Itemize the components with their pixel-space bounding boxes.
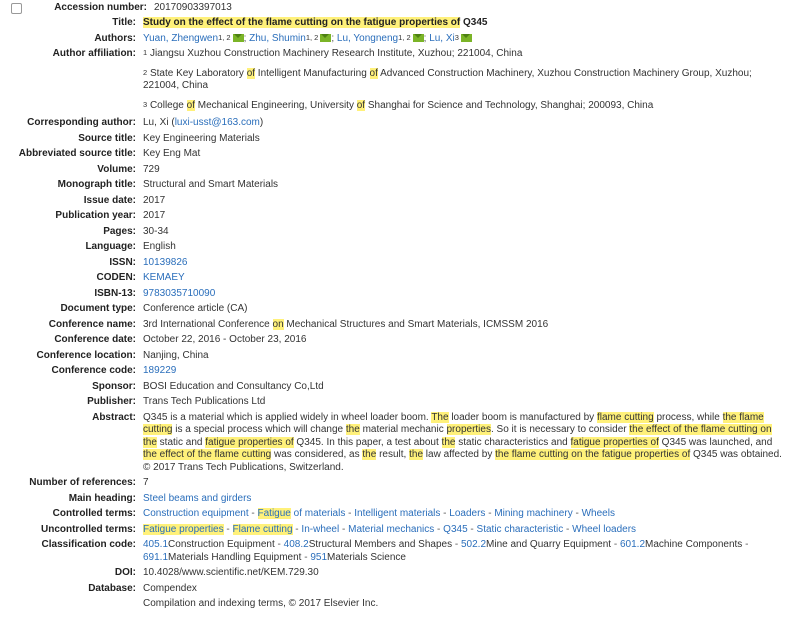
email-icon[interactable]	[461, 34, 472, 42]
doi-value: 10.4028/www.scientific.net/KEM.729.30	[143, 567, 319, 578]
label: Controlled terms:	[52, 508, 136, 519]
label: Conference location:	[36, 349, 136, 361]
label: ISSN:	[109, 256, 136, 268]
classification-name: Machine Components	[645, 539, 743, 550]
term-text: Mining machinery	[494, 508, 573, 519]
code-separator: -	[611, 539, 620, 550]
uncontrolled-term-link[interactable]: Material mechanics	[348, 523, 435, 535]
row-monograph	[0, 178, 793, 194]
row-issn	[0, 255, 793, 271]
row-database	[0, 581, 793, 597]
affiliation-list	[143, 48, 793, 114]
label: Abstract:	[92, 411, 136, 423]
code-separator: -	[301, 551, 311, 563]
abstract-segment: material mechanic	[359, 424, 447, 435]
label: Classification code:	[41, 539, 136, 550]
label: Number of references:	[29, 477, 136, 488]
controlled-term-link[interactable]	[494, 508, 572, 519]
email-icon[interactable]	[233, 34, 244, 42]
abstract-segment: process, while	[653, 411, 723, 423]
author-sup: 1, 2	[398, 32, 411, 42]
label: Pages:	[103, 225, 136, 237]
label: Abbreviated source title:	[18, 148, 136, 159]
term-separator: -	[440, 508, 450, 519]
abstract-segment: loader boom is manufactured by	[448, 411, 597, 423]
copyright-footer: Compilation and indexing terms, © 2017 Elsevier Inc.	[143, 598, 379, 609]
volume-value: 729	[143, 163, 160, 175]
article-title: Study on the effect of the flame cutting on the fatigue properties of Q345	[143, 17, 488, 28]
abstract-segment: the	[409, 449, 424, 460]
row-classification	[0, 538, 793, 566]
abstract-segment: Q345. In this paper, a test about	[293, 436, 442, 448]
publication-year: 2017	[143, 210, 166, 221]
label: Accession number:	[54, 2, 147, 13]
row-language	[0, 240, 793, 256]
label: Document type:	[60, 303, 136, 314]
abstract-segment: the flame cutting	[143, 411, 764, 435]
language-value: English	[143, 241, 176, 252]
controlled-term-link[interactable]	[143, 508, 249, 519]
author-link[interactable]: Zhu, Shumin	[249, 32, 306, 44]
uncontrolled-term-link[interactable]: Fatigue properties	[143, 523, 224, 535]
code-separator: -	[452, 539, 461, 550]
abstract-text	[143, 412, 793, 475]
main-heading-link[interactable]: Steel beams and girders	[143, 492, 252, 504]
conference-code-link[interactable]: 189229	[143, 365, 177, 376]
controlled-terms	[143, 508, 793, 521]
classification-code-link[interactable]: 601.2	[619, 539, 646, 550]
abstract-segment: The	[431, 411, 449, 423]
classification-code-link[interactable]: 408.2	[283, 539, 309, 550]
term-text: materials	[302, 508, 346, 519]
classification-name: Mine and Quarry Equipment	[486, 539, 612, 550]
label: Author affiliation:	[52, 48, 136, 59]
term-text: Loaders	[449, 508, 486, 519]
classification-name: Structural Members and Shapes	[308, 539, 453, 550]
abstract-segment: was considered, as	[271, 449, 363, 460]
abstract-segment: static and	[156, 436, 206, 448]
author-sup: 1, 2	[305, 32, 319, 42]
row-num-refs	[0, 476, 793, 492]
row-abbrev-source	[0, 147, 793, 163]
abbrev-source-title: Key Eng Mat	[143, 148, 201, 159]
label: DOI:	[114, 567, 136, 578]
abstract-segment: the	[345, 424, 360, 435]
abstract-segment: law affected by	[423, 449, 496, 460]
email-link[interactable]: luxi-usst@163.com	[174, 117, 260, 128]
pages-value: 30-34	[143, 225, 169, 237]
term-text: Fatigue	[257, 508, 291, 519]
term-separator: -	[248, 508, 258, 519]
label: Title:	[112, 17, 136, 28]
abstract-segment: the effect of the flame cutting on the	[143, 424, 772, 448]
coden-link[interactable]: KEMAEY	[143, 272, 185, 283]
term-separator: -	[339, 523, 349, 535]
label: Conference code:	[51, 365, 136, 376]
number-of-references: 7	[143, 477, 149, 488]
conference-location: Nanjing, China	[143, 349, 209, 361]
row-isbn	[0, 286, 793, 302]
term-separator: -	[292, 523, 302, 535]
term-separator: -	[485, 508, 495, 519]
term-separator: -	[434, 523, 444, 535]
code-separator: -	[742, 539, 749, 550]
label: Database:	[88, 582, 136, 594]
row-conf-location	[0, 348, 793, 364]
accession-number: 20170903397013	[154, 2, 232, 13]
label: Corresponding author:	[27, 117, 136, 128]
label: ISBN-13:	[94, 287, 136, 299]
row-uncontrolled	[0, 522, 793, 538]
classification-code-link[interactable]: 405.1	[143, 539, 169, 550]
row-doc-type	[0, 302, 793, 318]
row-controlled	[0, 507, 793, 523]
isbn-link[interactable]: 9783035710090	[143, 287, 216, 299]
label: Authors:	[94, 32, 136, 44]
controlled-term-link[interactable]	[582, 508, 615, 519]
row-main-heading	[0, 491, 793, 507]
term-text: Wheels	[581, 508, 615, 519]
row-sponsor	[0, 379, 793, 395]
controlled-term-link[interactable]	[449, 508, 485, 519]
term-text: Construction equipment	[143, 508, 249, 519]
controlled-term-link[interactable]	[258, 508, 346, 519]
source-title: Key Engineering Materials	[143, 132, 260, 144]
row-publisher	[0, 395, 793, 411]
row-doi	[0, 566, 793, 582]
row-conf-date	[0, 333, 793, 349]
abstract-segment: Q345 was launched, and	[658, 436, 773, 448]
classification-name: Materials Science	[327, 551, 406, 563]
author-link[interactable]: Yuan, Zhengwen	[143, 32, 219, 44]
row-pub-year	[0, 209, 793, 225]
row-source-title	[0, 131, 793, 147]
abstract-segment: fatigue properties of	[205, 436, 294, 448]
abstract-segment: is a special process which will change	[172, 424, 346, 435]
conference-name: 3rd International Conference on Mechanical Structures and Smart Materials, ICMSSM 2016	[143, 318, 549, 330]
abstract-segment: result,	[376, 449, 410, 460]
label: Conference date:	[54, 334, 136, 345]
uncontrolled-term-link[interactable]: Q345	[443, 523, 468, 535]
code-separator: -	[274, 539, 284, 550]
classification-codes	[143, 539, 793, 564]
email-icon[interactable]	[320, 34, 331, 42]
term-separator: -	[572, 508, 582, 519]
abstract-segment: the	[441, 436, 456, 448]
row-affiliation	[0, 47, 793, 116]
authors-list: Yuan, Zhengwen$^{1, 2}$ ; Zhu, Shumin$^{1, 2}$ ; Lu, Yongneng$^{1, 2}$ ; Lu, Xi$^3$	[143, 33, 793, 46]
term-separator: -	[223, 523, 233, 535]
abstract-segment: . So it is necessary to consider	[490, 424, 630, 435]
label: Uncontrolled terms:	[40, 523, 136, 535]
classification-code-link[interactable]: 691.1	[143, 551, 169, 563]
classification-code-link[interactable]: 951	[310, 551, 328, 563]
term-text: Intelligent materials	[354, 508, 441, 519]
uncontrolled-term-link[interactable]: Wheel loaders	[572, 523, 637, 535]
author-sup: 1, 2	[218, 32, 231, 42]
label: Issue date:	[83, 194, 136, 206]
abstract-segment: the	[362, 449, 377, 460]
controlled-term-link[interactable]	[354, 508, 440, 519]
term-separator: -	[467, 523, 477, 535]
classification-name: Construction Equipment	[168, 539, 275, 550]
author-link[interactable]: Lu, Yongneng	[336, 32, 399, 44]
uncontrolled-term-link[interactable]: Static characteristic	[476, 523, 564, 535]
author-link[interactable]: Lu, Xi	[429, 32, 455, 44]
row-issue-date	[0, 193, 793, 209]
label: Monograph title:	[57, 179, 136, 190]
term-text: of	[290, 508, 302, 519]
row-footer	[0, 597, 793, 613]
sponsor-value: BOSI Education and Consultancy Co,Ltd	[143, 380, 324, 392]
row-abstract	[0, 410, 793, 476]
abstract-segment: properties	[446, 424, 491, 435]
abstract-segment: flame cutting	[596, 411, 654, 423]
row-conf-name	[0, 317, 793, 333]
conference-date: October 22, 2016 - October 23, 2016	[143, 334, 307, 345]
label: Language:	[85, 241, 136, 252]
abstract-segment: fatigue properties of	[570, 436, 659, 448]
issue-date: 2017	[143, 194, 166, 206]
label: Volume:	[97, 163, 136, 175]
affiliation-item: $^2$ State Key Laboratory of Intelligent Manufacturing of Advanced Construction Machinery, Xuzhou Construction Machinery Group, Xuzhou; 221004, China	[143, 67, 752, 91]
row-pages	[0, 224, 793, 240]
row-accession	[0, 0, 793, 16]
email-icon[interactable]	[413, 34, 424, 42]
abstract-segment: Q345 was obtained. © 2017 Trans Tech Publications, Switzerland.	[143, 449, 782, 473]
row-authors	[0, 31, 793, 47]
label: Sponsor:	[92, 380, 136, 392]
row-coden	[0, 271, 793, 287]
row-volume	[0, 162, 793, 178]
affiliation-item: $^3$ College of Mechanical Engineering, University of Shanghai for Science and Technology, Shanghai; 200093, China	[143, 99, 654, 111]
uncontrolled-term-link[interactable]: In-wheel	[301, 523, 340, 535]
row-title	[0, 16, 793, 32]
issn-link[interactable]: 10139826	[143, 256, 188, 268]
label: Main heading:	[68, 492, 136, 504]
uncontrolled-term-link[interactable]: Flame cutting	[232, 523, 293, 535]
label: Source title:	[78, 132, 136, 144]
select-checkbox[interactable]	[11, 3, 22, 14]
corresponding-author: Lu, Xi (luxi-usst@163.com)	[143, 117, 264, 128]
row-conf-code	[0, 364, 793, 380]
abstract-segment: the effect of the flame cutting	[143, 449, 272, 460]
classification-name: Materials Handling Equipment	[168, 551, 302, 563]
affiliation-item: $^1$ Jiangsu Xuzhou Construction Machinery Research Institute, Xuzhou; 221004, China	[143, 48, 523, 59]
label: Publication year:	[55, 210, 136, 221]
term-separator: -	[345, 508, 355, 519]
term-separator: -	[563, 523, 573, 535]
label: Publisher:	[87, 396, 136, 407]
document-type: Conference article (CA)	[143, 303, 248, 314]
database-value: Compendex	[143, 582, 197, 594]
abstract-segment: the flame cutting on the fatigue properties of	[495, 449, 691, 460]
label: CODEN:	[96, 272, 136, 283]
row-corresponding	[0, 116, 793, 132]
author-sup: 3	[454, 32, 459, 42]
classification-code-link[interactable]: 502.2	[460, 539, 487, 550]
label: Conference name:	[48, 318, 136, 330]
abstract-segment: Q345 is a material which is applied widely in wheel loader boom.	[143, 411, 432, 423]
abstract-segment: static characteristics and	[455, 436, 571, 448]
monograph-title: Structural and Smart Materials	[143, 179, 279, 190]
uncontrolled-terms	[143, 524, 793, 537]
publisher-value: Trans Tech Publications Ltd	[143, 396, 266, 407]
